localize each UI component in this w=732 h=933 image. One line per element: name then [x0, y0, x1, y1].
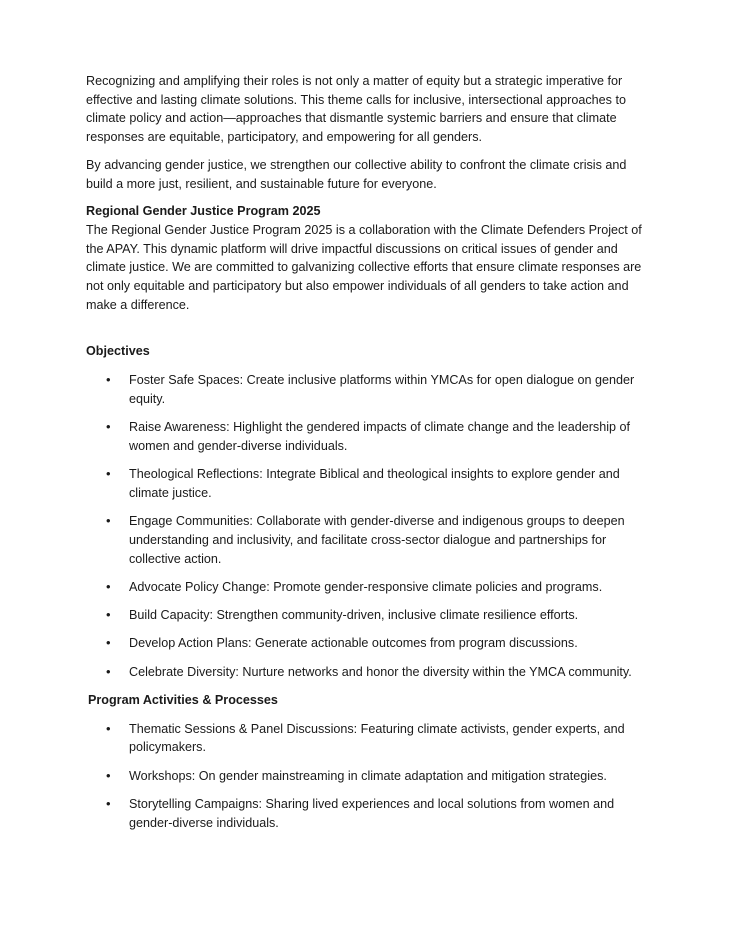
list-item [86, 418, 656, 455]
bullet-icon: • [106, 607, 111, 623]
list-item-text: Advocate Policy Change: Promote gender-responsive climate policies and programs. [129, 579, 603, 594]
list-item-text: Workshops: On gender mainstreaming in climate adaptation and mitigation strategies. [129, 768, 607, 783]
list-item-text: Storytelling Campaigns: Sharing lived experiences and local solutions from women and gender-diverse individuals. [129, 797, 615, 830]
bullet-icon: • [106, 513, 111, 529]
program-heading: Regional Gender Justice Program 2025 [86, 204, 321, 219]
list-item [86, 606, 656, 625]
program-description: The Regional Gender Justice Program 2025 is a collaboration with the Climate Defenders Project of the APAY. This dynamic platform will drive impactful discussions on critical issues of gender and climate justice. We are committed to galvanizing collective efforts that ensure climate responses are not only equitable and participatory but also empower individuals of all genders to take action and make a difference. [86, 222, 642, 312]
intro-paragraph-1: Recognizing and amplifying their roles is not only a matter of equity but a strategic imperative for effective and lasting climate solutions. This theme calls for inclusive, intersectional approaches to climate policy and action—approaches that dismantle systemic barriers and ensure that climate responses are equitable, participatory, and empowering for all genders. [86, 74, 626, 145]
bullet-icon: • [106, 578, 111, 594]
list-item [86, 634, 656, 653]
bullet-icon: • [106, 372, 111, 388]
bullet-icon: • [106, 663, 111, 679]
bullet-icon: • [106, 635, 111, 651]
objectives-heading: Objectives [86, 344, 150, 359]
list-item [86, 465, 656, 502]
list-item-text: Thematic Sessions & Panel Discussions: Featuring climate activists, gender experts, and policymakers. [129, 721, 625, 755]
bullet-icon: • [106, 796, 111, 812]
list-item [86, 512, 656, 568]
list-item [86, 371, 656, 408]
list-item-text: Engage Communities: Collaborate with gender-diverse and indigenous groups to deepen understanding and inclusivity, and facilitate cross-sector dialogue and partnerships for collective action. [129, 514, 625, 566]
list-item [86, 663, 656, 682]
list-item [86, 578, 656, 597]
list-item-text: Theological Reflections: Integrate Biblical and theological insights to explore gender and climate justice. [129, 467, 620, 500]
list-item-text: Celebrate Diversity: Nurture networks and honor the diversity within the YMCA community. [129, 664, 632, 679]
list-item [86, 767, 656, 786]
list-item-text: Build Capacity: Strengthen community-driven, inclusive climate resilience efforts. [129, 608, 579, 623]
objectives-list [86, 371, 656, 681]
list-item [86, 720, 656, 757]
list-item-text: Develop Action Plans: Generate actionable outcomes from program discussions. [129, 636, 578, 651]
bullet-icon: • [106, 419, 111, 435]
bullet-icon: • [106, 720, 111, 736]
list-item-text: Raise Awareness: Highlight the gendered impacts of climate change and the leadership of women and gender-diverse individuals. [129, 420, 631, 453]
intro-paragraph-2: By advancing gender justice, we strengthen our collective ability to confront the climate crisis and build a more just, resilient, and sustainable future for everyone. [86, 157, 627, 191]
document-page [86, 72, 656, 842]
activities-heading: Program Activities & Processes [88, 693, 278, 708]
list-item-text: Foster Safe Spaces: Create inclusive platforms within YMCAs for open dialogue on gender equity. [129, 373, 635, 406]
bullet-icon: • [106, 466, 111, 482]
bullet-icon: • [106, 767, 111, 783]
activities-list [86, 720, 656, 833]
list-item [86, 795, 656, 832]
